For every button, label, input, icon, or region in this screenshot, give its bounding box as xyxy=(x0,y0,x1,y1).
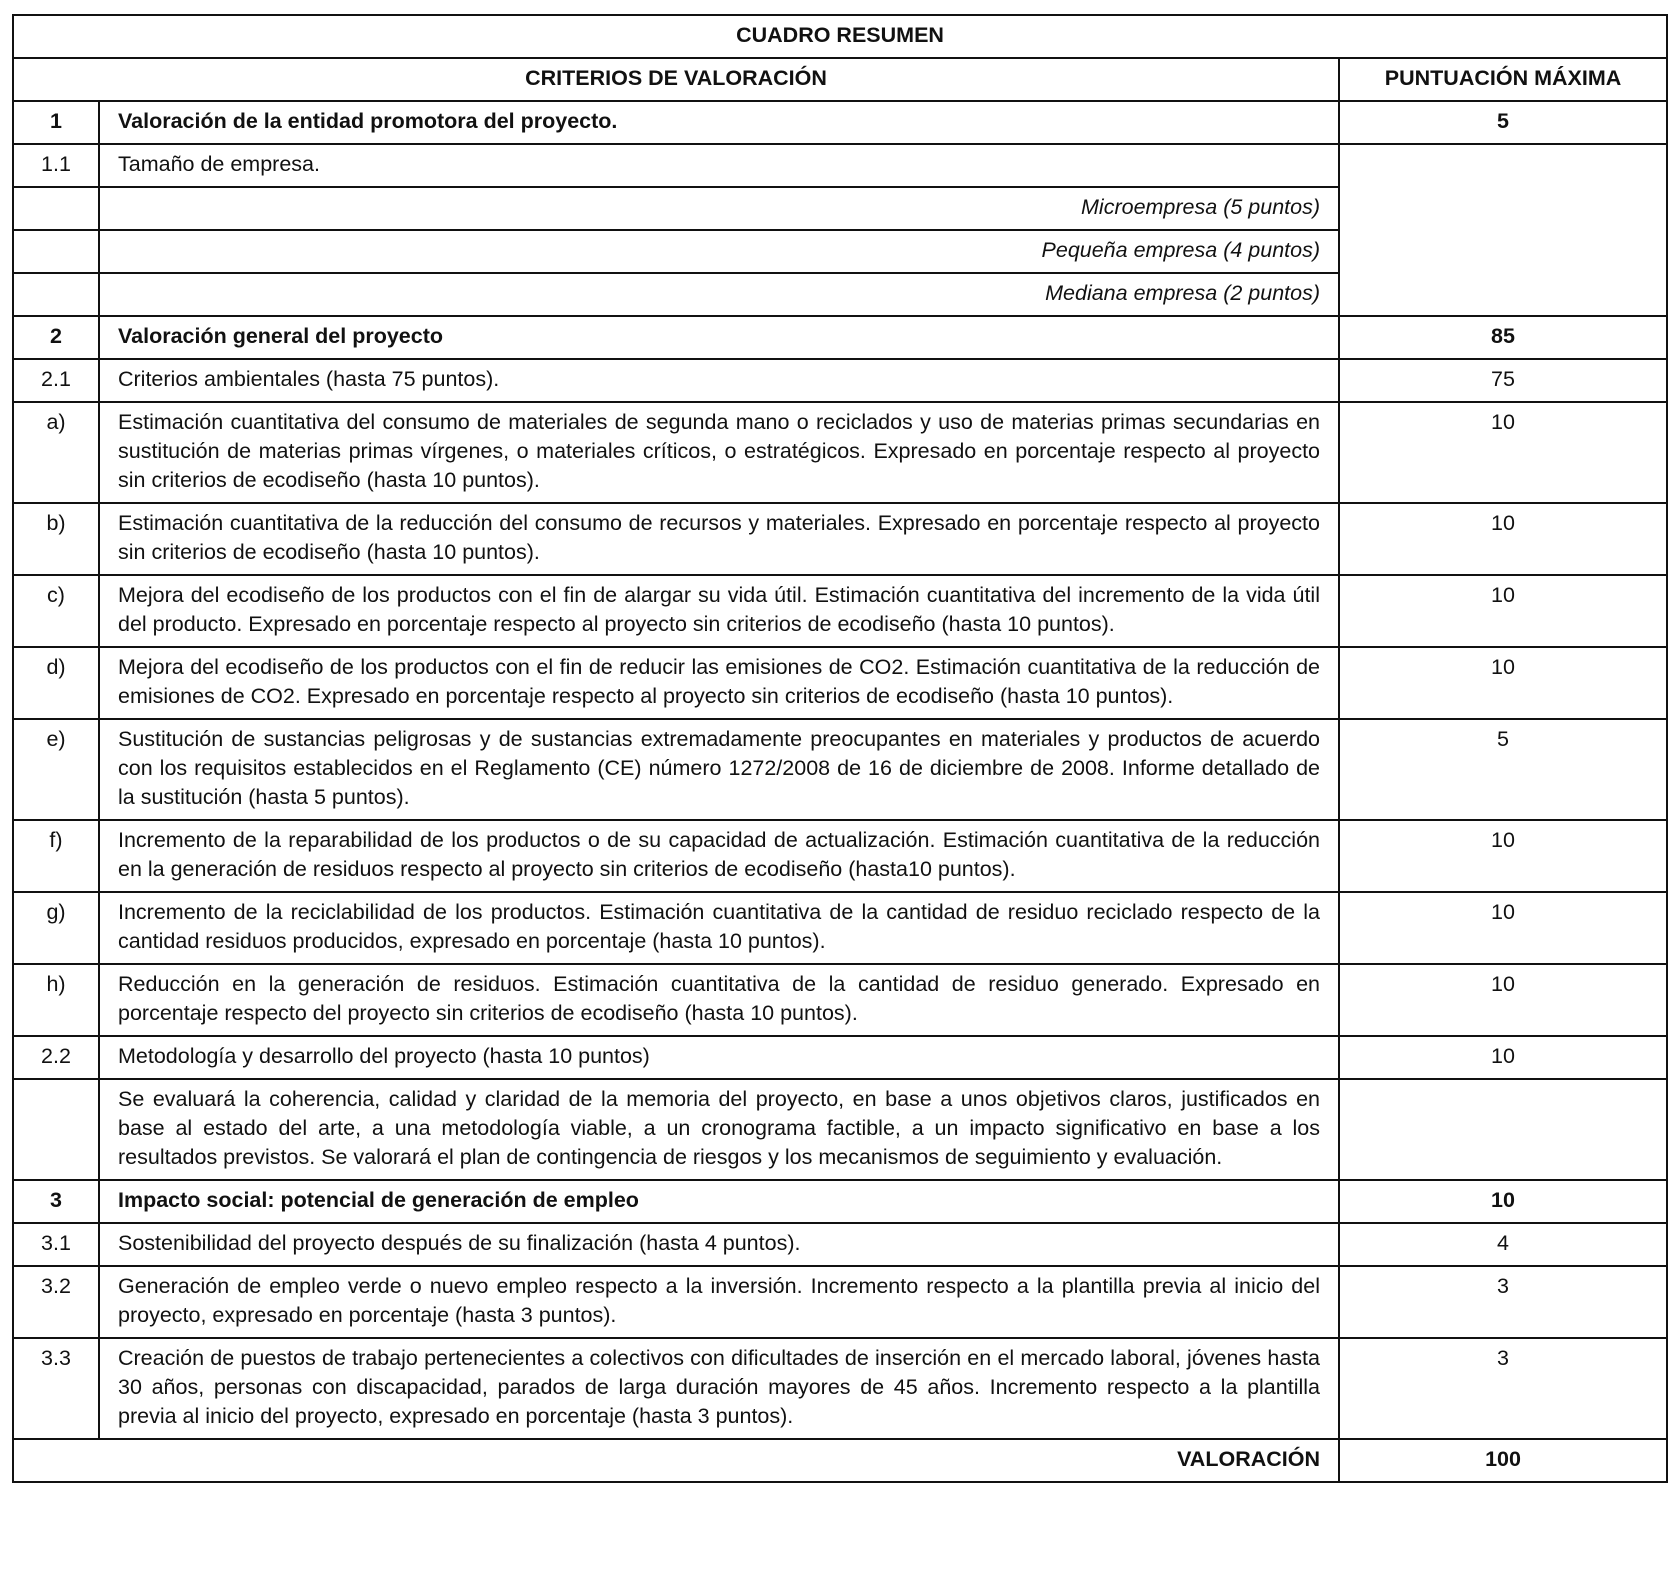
header-max-score: PUNTUACIÓN MÁXIMA xyxy=(1339,58,1667,101)
empty-points-cell xyxy=(1339,144,1667,316)
section-points: 5 xyxy=(1339,101,1667,144)
table-row xyxy=(13,892,1667,964)
table-row xyxy=(13,964,1667,1036)
criterion-text: Sostenibilidad del proyecto después de su finalización (hasta 4 puntos). xyxy=(99,1223,1339,1266)
criterion-number: 3.2 xyxy=(13,1266,99,1338)
table-row xyxy=(13,1036,1667,1079)
criterion-number: a) xyxy=(13,402,99,503)
criterion-label: Tamaño de empresa. xyxy=(99,144,1339,187)
criterion-points: 3 xyxy=(1339,1266,1667,1338)
criterion-number: 3.3 xyxy=(13,1338,99,1439)
table-title: CUADRO RESUMEN xyxy=(13,15,1667,58)
option-label: Mediana empresa (2 puntos) xyxy=(99,273,1339,316)
table-row xyxy=(13,503,1667,575)
table-row xyxy=(13,647,1667,719)
table-title-row xyxy=(13,15,1667,58)
criterion-text: Estimación cuantitativa de la reducción del consumo de recursos y materiales. Expresado en porcentaje respecto al proyecto sin criterios de ecodiseño (hasta 10 puntos). xyxy=(99,503,1339,575)
total-value: 100 xyxy=(1339,1439,1667,1482)
criterion-points: 10 xyxy=(1339,820,1667,892)
empty-number-cell xyxy=(13,187,99,230)
option-label: Pequeña empresa (4 puntos) xyxy=(99,230,1339,273)
table-row xyxy=(13,719,1667,820)
criterion-number: f) xyxy=(13,820,99,892)
document-page xyxy=(12,14,1666,1483)
criterion-number: 1.1 xyxy=(13,144,99,187)
criterion-text: Estimación cuantitativa del consumo de materiales de segunda mano o reciclados y uso de materias primas secundarias en sustitución de materias primas vírgenes, o materiales críticos, o estratégicos. Expresado en porcentaje respecto al proyecto sin criterios de ecodiseño (hasta 10 puntos). xyxy=(99,402,1339,503)
empty-number-cell xyxy=(13,1079,99,1180)
total-label: VALORACIÓN xyxy=(13,1439,1339,1482)
table-row xyxy=(13,1223,1667,1266)
section-row xyxy=(13,316,1667,359)
table-row xyxy=(13,359,1667,402)
criterion-points: 10 xyxy=(1339,402,1667,503)
section-points: 10 xyxy=(1339,1180,1667,1223)
section-number: 3 xyxy=(13,1180,99,1223)
criterion-points: 10 xyxy=(1339,964,1667,1036)
criterion-text: Incremento de la reparabilidad de los productos o de su capacidad de actualización. Estimación cuantitativa de la reducción en la generación de residuos respecto al proyecto sin criterios de ecodiseño (hasta10 puntos). xyxy=(99,820,1339,892)
criterion-text: Reducción en la generación de residuos. Estimación cuantitativa de la cantidad de residuo generado. Expresado en porcentaje respecto del proyecto sin criterios de ecodiseño (hasta 10 puntos). xyxy=(99,964,1339,1036)
criterion-points: 10 xyxy=(1339,575,1667,647)
option-label: Microempresa (5 puntos) xyxy=(99,187,1339,230)
criterion-points: 10 xyxy=(1339,503,1667,575)
criterion-number: c) xyxy=(13,575,99,647)
table-row xyxy=(13,575,1667,647)
criterion-points: 75 xyxy=(1339,359,1667,402)
section-row xyxy=(13,101,1667,144)
criterion-number: 3.1 xyxy=(13,1223,99,1266)
criterion-label: Criterios ambientales (hasta 75 puntos). xyxy=(99,359,1339,402)
criterion-number: h) xyxy=(13,964,99,1036)
criterion-text: Sustitución de sustancias peligrosas y de sustancias extremadamente preocupantes en materiales y productos de acuerdo con los requisitos establecidos en el Reglamento (CE) número 1272/2008 de 16 de diciembre de 2008. Informe detallado de la sustitución (hasta 5 puntos). xyxy=(99,719,1339,820)
criterion-number: e) xyxy=(13,719,99,820)
section-label: Valoración general del proyecto xyxy=(99,316,1339,359)
criterion-points: 5 xyxy=(1339,719,1667,820)
criterion-points: 4 xyxy=(1339,1223,1667,1266)
criterion-number: d) xyxy=(13,647,99,719)
section-label: Valoración de la entidad promotora del proyecto. xyxy=(99,101,1339,144)
criterion-points: 10 xyxy=(1339,1036,1667,1079)
table-header-row xyxy=(13,58,1667,101)
criterion-number: g) xyxy=(13,892,99,964)
section-number: 1 xyxy=(13,101,99,144)
empty-points-cell xyxy=(1339,1079,1667,1180)
criterion-text: Incremento de la reciclabilidad de los productos. Estimación cuantitativa de la cantidad de residuo reciclado respecto de la cantidad residuos producidos, expresado en porcentaje (hasta 10 puntos). xyxy=(99,892,1339,964)
empty-number-cell xyxy=(13,273,99,316)
table-row xyxy=(13,1079,1667,1180)
table-row xyxy=(13,1338,1667,1439)
criterion-description: Se evaluará la coherencia, calidad y claridad de la memoria del proyecto, en base a unos objetivos claros, justificados en base al estado del arte, a una metodología viable, a un cronograma factible, a un impacto significativo en base a los resultados previstos. Se valorará el plan de contingencia de riesgos y los mecanismos de seguimiento y evaluación. xyxy=(99,1079,1339,1180)
table-row xyxy=(13,402,1667,503)
criterion-text: Mejora del ecodiseño de los productos con el fin de reducir las emisiones de CO2. Estimación cuantitativa de la reducción de emisiones de CO2. Expresado en porcentaje respecto al proyecto sin criterios de ecodiseño (hasta 10 puntos). xyxy=(99,647,1339,719)
section-number: 2 xyxy=(13,316,99,359)
criterion-label: Metodología y desarrollo del proyecto (hasta 10 puntos) xyxy=(99,1036,1339,1079)
criterion-number: 2.1 xyxy=(13,359,99,402)
empty-number-cell xyxy=(13,230,99,273)
table-row xyxy=(13,144,1667,187)
criterion-points: 3 xyxy=(1339,1338,1667,1439)
table-row xyxy=(13,1266,1667,1338)
criterion-text: Mejora del ecodiseño de los productos con el fin de alargar su vida útil. Estimación cuantitativa del incremento de la vida útil del producto. Expresado en porcentaje respecto al proyecto sin criterios de ecodiseño (hasta 10 puntos). xyxy=(99,575,1339,647)
criterion-text: Creación de puestos de trabajo pertenecientes a colectivos con dificultades de inserción en el mercado laboral, jóvenes hasta 30 años, personas con discapacidad, parados de larga duración mayores de 45 años. Incremento respecto a la plantilla previa al inicio del proyecto, expresado en porcentaje (hasta 3 puntos). xyxy=(99,1338,1339,1439)
section-row xyxy=(13,1180,1667,1223)
section-label: Impacto social: potencial de generación de empleo xyxy=(99,1180,1339,1223)
table-row xyxy=(13,820,1667,892)
criterion-number: 2.2 xyxy=(13,1036,99,1079)
criterion-text: Generación de empleo verde o nuevo empleo respecto a la inversión. Incremento respecto a la plantilla previa al inicio del proyecto, expresado en porcentaje (hasta 3 puntos). xyxy=(99,1266,1339,1338)
criterion-number: b) xyxy=(13,503,99,575)
header-criteria: CRITERIOS DE VALORACIÓN xyxy=(13,58,1339,101)
section-points: 85 xyxy=(1339,316,1667,359)
criterion-points: 10 xyxy=(1339,892,1667,964)
criterion-points: 10 xyxy=(1339,647,1667,719)
summary-table xyxy=(12,14,1668,1483)
total-row xyxy=(13,1439,1667,1482)
